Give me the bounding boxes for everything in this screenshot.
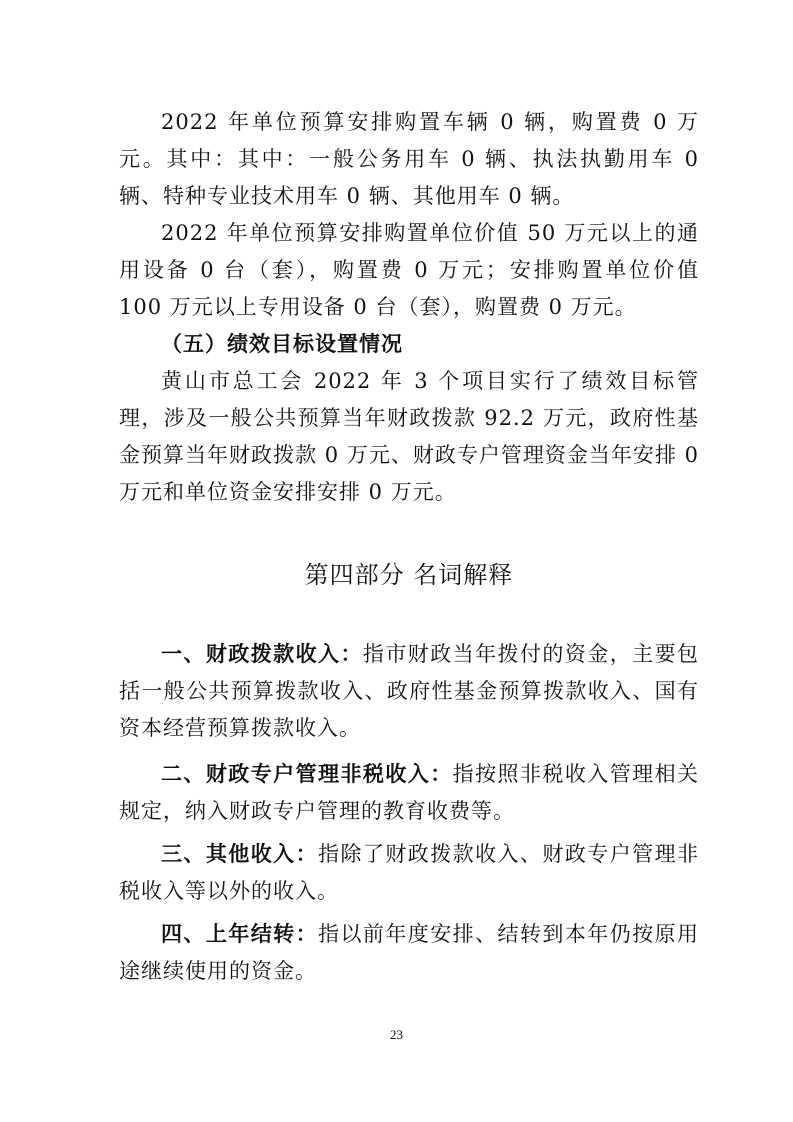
- section-title: 第四部分 名词解释: [304, 561, 514, 589]
- term-label: 四、上年结转：: [161, 922, 319, 946]
- term-special-account-income: [119, 756, 699, 830]
- term-label: 三、其他收入：: [161, 842, 319, 866]
- paragraph-equipment-purchase: 2022 年单位预算安排购置单位价值 50 万元以上的通用设备 0 台（套），购置费 0 万元；安排购置单位价值 100 万元以上专用设备 0 台（套），购置费 0 万元。: [119, 221, 699, 319]
- heading-performance-goals: （五）绩效目标设置情况: [161, 332, 403, 356]
- paragraph-vehicle-purchase: 2022 年单位预算安排购置车辆 0 辆，购置费 0 万元。其中：其中：一般公务用车 0 辆、执法执勤用车 0 辆、特种专业技术用车 0 辆、其他用车 0 辆。: [119, 110, 699, 208]
- term-other-income: [119, 836, 699, 910]
- term-definition: 指按照非税收入管理相关规定，纳入财政专户管理的教育收费等。: [119, 762, 700, 823]
- page-number: 23: [390, 1027, 403, 1042]
- term-financial-appropriation: [119, 636, 699, 747]
- paragraph-performance-goals: 黄山市总工会 2022 年 3 个项目实行了绩效目标管理，涉及一般公共预算当年财政拨款 92.2 万元，政府性基金预算当年财政拨款 0 万元、财政专户管理资金当年安排 0 万元和单位资金安排安排 0 万元。: [119, 369, 699, 504]
- term-label: 二、财政专户管理非税收入：: [161, 762, 453, 786]
- term-definition: 指以前年度安排、结转到本年仍按原用途继续使用的资金。: [119, 922, 700, 983]
- term-definition: 指市财政当年拨付的资金，主要包括一般公共预算拨款收入、政府性基金预算拨款收入、国有资本经营预算拨款收入。: [119, 642, 700, 740]
- term-prior-year-carryover: [119, 916, 699, 990]
- term-label: 一、财政拨款收入：: [161, 642, 363, 666]
- term-definition: 指除了财政拨款收入、财政专户管理非税收入等以外的收入。: [119, 842, 700, 903]
